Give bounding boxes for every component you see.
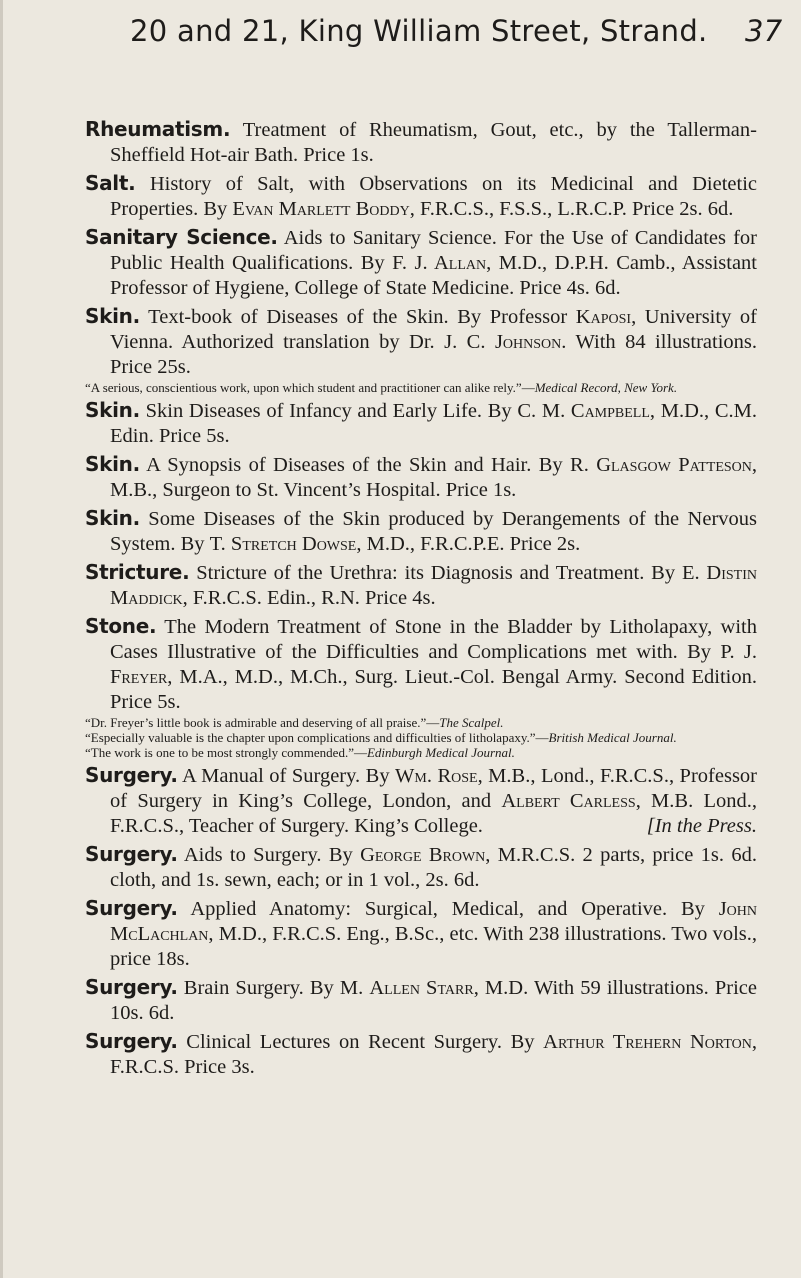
catalogue-entries — [85, 117, 757, 1083]
entry-subject: Surgery. — [85, 763, 178, 787]
catalogue-entry — [85, 304, 757, 395]
entry-text: Brain Surgery. By M. — [183, 977, 370, 999]
review-quote — [85, 715, 757, 730]
entry-text: , M.A., M.D., M.Ch., Surg. Lieut.-Col. Bengal Army. Second Edition. Price 5s. — [110, 666, 757, 713]
entry-text: Text-book of Diseases of the Skin. By Professor — [148, 306, 576, 328]
entry-author: Wm. Rose — [395, 765, 478, 787]
entry-text: A Manual of Surgery. By — [182, 765, 396, 787]
catalogue-entry — [85, 842, 757, 893]
catalogue-entry — [85, 452, 757, 503]
entry-text: Skin Diseases of Infancy and Early Life. By — [145, 400, 518, 422]
entry-author: Arthur Trehern Norton — [543, 1031, 752, 1053]
catalogue-entry — [85, 225, 757, 301]
entry-text: , M.R.C.S. 2 parts, price 1s. 6d. cloth, and 1s. sewn, each; or in 1 vol., 2s. 6d. — [110, 844, 757, 891]
page-number: 37 — [745, 14, 783, 48]
entry-text: A Synopsis of Diseases of the Skin and Hair. By — [146, 454, 571, 476]
review-source: British Medical Journal. — [548, 730, 677, 745]
entry-text: , M.B. Lond., F.R.C.S., Teacher of Surgery. King’s College. — [110, 790, 757, 837]
entry-author: R. Glasgow Patteson — [570, 454, 752, 476]
entry-subject: Surgery. — [85, 975, 178, 999]
entry-text: , F.R.C.S. Edin., R.N. Price 4s. — [182, 587, 436, 609]
catalogue-entry — [85, 1029, 757, 1080]
entry-subject: Skin. — [85, 506, 140, 530]
entry-text: Some Diseases of the Skin produced by Derangements of the Nervous System. By — [110, 508, 757, 555]
catalogue-entry — [85, 506, 757, 557]
entry-text: Clinical Lectures on Recent Surgery. By — [186, 1031, 544, 1053]
review-source: Medical Record, New York. — [534, 380, 678, 395]
entry-text: , M.D. With 59 illustrations. Price 10s. 6d. — [110, 977, 757, 1024]
catalogue-entry — [85, 896, 757, 972]
entry-author: Kaposi — [575, 306, 632, 328]
entry-subject: Sanitary Science. — [85, 225, 278, 249]
press-note: [In the Press. — [646, 815, 757, 837]
entry-text: The Modern Treatment of Stone in the Bladder by Litholapaxy, with Cases Illustrative of the Difficulties and Complications met with. By — [110, 616, 757, 663]
entry-text: Aids to Sanitary Science. For the Use of Candidates for Public Health Qualifications. By — [110, 227, 757, 274]
review-text: “Dr. Freyer’s little book is admirable and deserving of all praise.”— — [85, 715, 440, 730]
entry-author: Johnson — [494, 331, 562, 353]
entry-subject: Skin. — [85, 398, 140, 422]
entry-subject: Surgery. — [85, 896, 178, 920]
running-head-title: 20 and 21, King William Street, Strand. — [130, 14, 708, 48]
entry-subject: Stone. — [85, 614, 157, 638]
entry-subject: Surgery. — [85, 842, 178, 866]
catalogue-entry — [85, 398, 757, 449]
review-quote — [85, 380, 757, 395]
entry-author: John McLachlan — [110, 898, 757, 945]
review-quote — [85, 730, 757, 745]
entry-text: . With 84 illustrations. Price 25s. — [110, 331, 757, 378]
catalogue-entry — [85, 975, 757, 1026]
entry-text: , M.D., F.R.C.P.E. Price 2s. — [356, 533, 581, 555]
entry-author: Evan Marlett Boddy — [232, 198, 410, 220]
entry-subject: Skin. — [85, 304, 140, 328]
entry-text: , University of Vienna. Authorized translation by Dr. J. C. — [110, 306, 757, 353]
entry-subject: Surgery. — [85, 1029, 178, 1053]
review-text: “The work is one to be most strongly commended.”— — [85, 745, 367, 760]
entry-subject: Skin. — [85, 452, 140, 476]
entry-author: T. Stretch Dowse — [209, 533, 357, 555]
entry-author: Allen Starr — [369, 977, 474, 999]
page-edge — [0, 0, 3, 1278]
entry-subject: Stricture. — [85, 560, 190, 584]
entry-text: , F.R.C.S. Price 3s. — [110, 1031, 758, 1078]
review-source: The Scalpel. — [439, 715, 504, 730]
entry-text: Treatment of Rheumatism, Gout, etc., by the Tallerman-Sheffield Hot-air Bath. Price 1s. — [110, 119, 757, 166]
entry-author: C. M. Campbell — [517, 400, 650, 422]
entry-text: , M.D., C.M. Edin. Price 5s. — [110, 400, 757, 447]
entry-author: F. J. Allan — [392, 252, 487, 274]
entry-author: E. Distin Maddick — [110, 562, 757, 609]
entry-text: , M.D., F.R.C.S. Eng., B.Sc., etc. With 238 illustrations. Two vols., price 18s. — [110, 923, 757, 970]
entry-text: , F.R.C.S., F.S.S., L.R.C.P. Price 2s. 6d. — [409, 198, 734, 220]
catalogue-entry — [85, 171, 757, 222]
catalogue-entry — [85, 763, 757, 839]
review-quote — [85, 745, 757, 760]
review-text: “Especially valuable is the chapter upon complications and difficulties of litholapaxy.”— — [85, 730, 549, 745]
review-text: “A serious, conscientious work, upon which student and practitioner can alike rely.”— — [85, 380, 535, 395]
entry-text: History of Salt, with Observations on its Medicinal and Dietetic Properties. By — [110, 173, 757, 220]
entry-text: , M.D., D.P.H. Camb., Assistant Professor of Hygiene, College of State Medicine. Price 4s. 6d. — [110, 252, 757, 299]
catalogue-entry — [85, 560, 757, 611]
entry-author: P. J. Freyer — [110, 641, 758, 688]
entry-text: , M.B., Lond., F.R.C.S., Professor of Surgery in King’s College, London, and — [110, 765, 757, 812]
entry-subject: Salt. — [85, 171, 136, 195]
entry-text: , M.B., Surgeon to St. Vincent’s Hospital. Price 1s. — [110, 454, 757, 501]
entry-text: Aids to Surgery. By — [183, 844, 361, 866]
catalogue-entry — [85, 614, 757, 760]
review-source: Edinburgh Medical Journal. — [366, 745, 515, 760]
entry-subject: Rheumatism. — [85, 117, 231, 141]
entry-text: Stricture of the Urethra: its Diagnosis and Treatment. By — [196, 562, 682, 584]
entry-author: Albert Carless — [501, 790, 636, 812]
catalogue-entry — [85, 117, 757, 168]
entry-author: George Brown — [360, 844, 486, 866]
entry-text: Applied Anatomy: Surgical, Medical, and Operative. By — [190, 898, 719, 920]
